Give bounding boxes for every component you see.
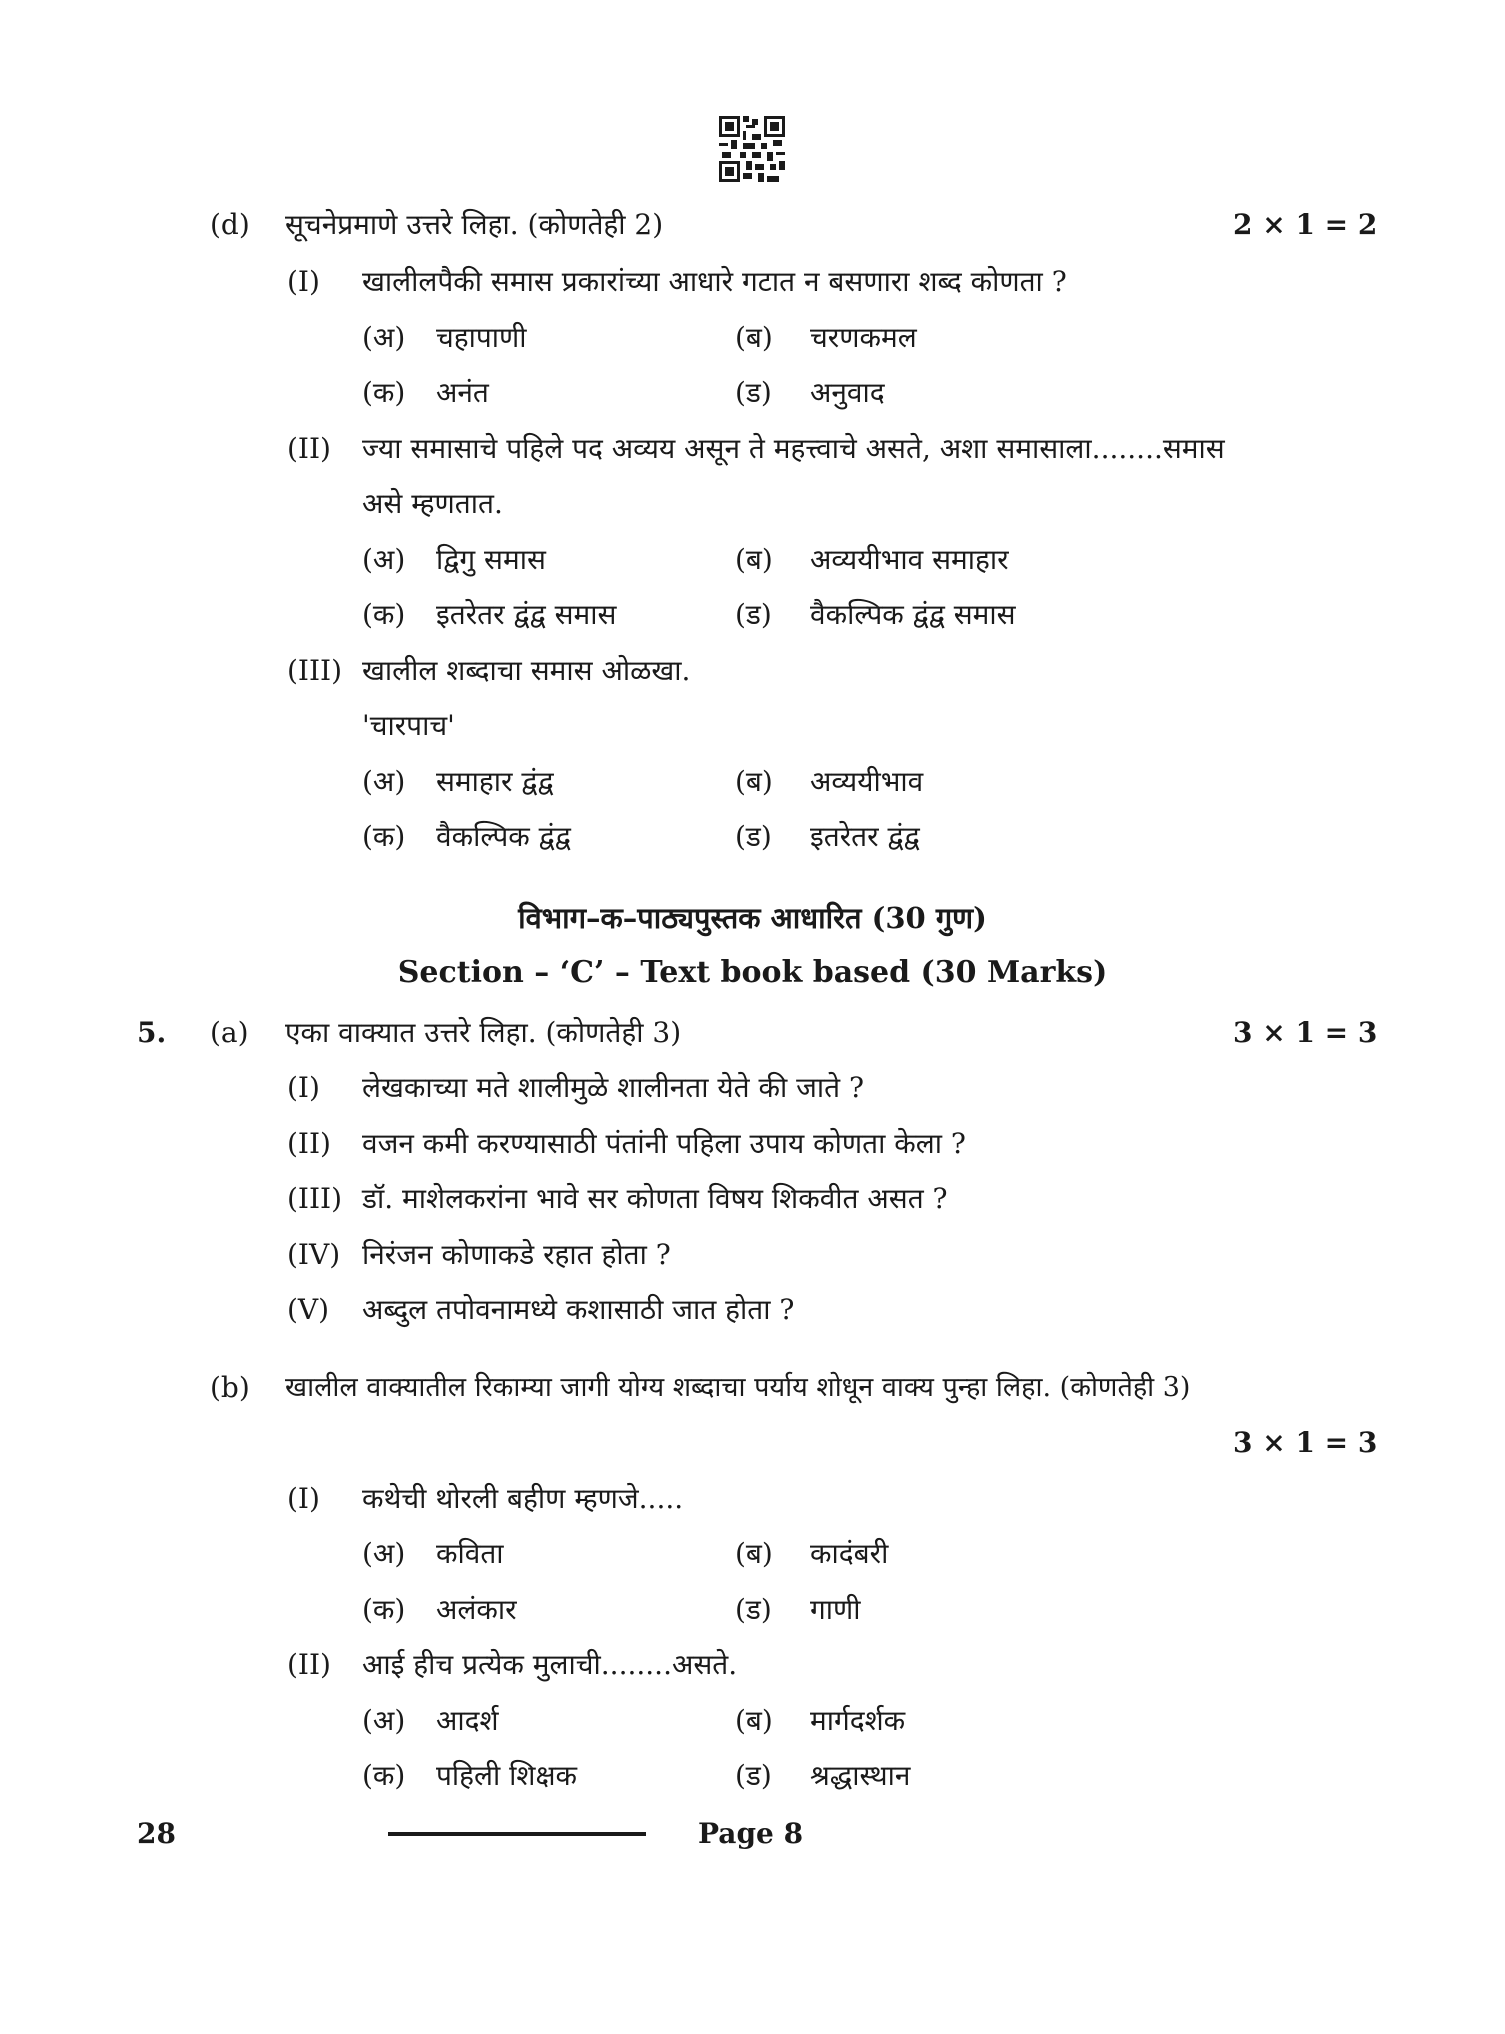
- sub-question-number: (I): [287, 265, 320, 298]
- sub-question-number: (III): [287, 1182, 343, 1215]
- option-text: अलंकार: [436, 1593, 517, 1626]
- qr-code-icon: [719, 116, 785, 182]
- option-text: मार्गदर्शक: [810, 1704, 906, 1737]
- option-key: (ब): [735, 321, 773, 354]
- page-number: Page 8: [698, 1817, 804, 1850]
- option-key: (ब): [735, 765, 773, 798]
- option-key: (अ): [362, 1704, 406, 1737]
- option-text: द्विगु समास: [436, 543, 546, 576]
- option-text: गाणी: [810, 1593, 861, 1626]
- sub-question-text: कथेची थोरली बहीण म्हणजे.....: [362, 1482, 684, 1515]
- sub-question-text: निरंजन कोणाकडे रहात होता ?: [362, 1238, 671, 1271]
- option-text: इतरेतर द्वंद्व: [810, 820, 920, 853]
- option-key: (ड): [735, 1759, 772, 1792]
- sub-question-number: (IV): [287, 1238, 341, 1271]
- option-key: (ब): [735, 543, 773, 576]
- option-key: (क): [362, 598, 406, 631]
- option-key: (अ): [362, 765, 406, 798]
- question-number: 5.: [137, 1016, 167, 1049]
- option-text: अव्ययीभाव समाहार: [810, 543, 1009, 576]
- quoted-word: 'चारपाच': [362, 709, 455, 742]
- paper-code: 28: [137, 1817, 176, 1850]
- sub-question-text: खालील शब्दाचा समास ओळखा.: [362, 654, 691, 687]
- option-key: (ब): [735, 1704, 773, 1737]
- marks-allocation: 2 × 1 = 2: [1233, 208, 1378, 241]
- option-text: आदर्श: [436, 1704, 499, 1737]
- option-text: कविता: [436, 1537, 504, 1570]
- option-key: (क): [362, 1759, 406, 1792]
- sub-question-number: (V): [287, 1293, 330, 1326]
- footer-divider: [388, 1832, 646, 1836]
- section-heading-english: Section – ‘C’ – Text book based (30 Marks): [397, 955, 1108, 990]
- option-text: वैकल्पिक द्वंद्व: [436, 820, 571, 853]
- sub-question-number: (III): [287, 654, 343, 687]
- sub-question-text: अब्दुल तपोवनामध्ये कशासाठी जात होता ?: [362, 1293, 795, 1326]
- option-key: (अ): [362, 321, 406, 354]
- option-text: वैकल्पिक द्वंद्व समास: [810, 598, 1016, 631]
- section-heading-marathi: विभाग–क–पाठ्यपुस्तक आधारित (30 गुण): [518, 901, 987, 935]
- option-key: (ड): [735, 1593, 772, 1626]
- question-instruction: सूचनेप्रमाणे उत्तरे लिहा. (कोणतेही 2): [285, 208, 664, 241]
- option-text: पहिली शिक्षक: [436, 1759, 578, 1792]
- question-label: (a): [210, 1016, 249, 1049]
- sub-question-number: (II): [287, 1648, 331, 1681]
- option-text: समाहार द्वंद्व: [436, 765, 554, 798]
- option-text: चहापाणी: [436, 321, 527, 354]
- sub-question-number: (II): [287, 432, 331, 465]
- option-key: (अ): [362, 1537, 406, 1570]
- option-key: (ड): [735, 820, 772, 853]
- option-text: इतरेतर द्वंद्व समास: [436, 598, 617, 631]
- option-key: (ब): [735, 1537, 773, 1570]
- option-key: (अ): [362, 543, 406, 576]
- sub-question-text: ज्या समासाचे पहिले पद अव्यय असून ते महत्त्वाचे असते, अशा समासाला........समास: [362, 432, 1225, 465]
- question-label: (d): [210, 208, 250, 241]
- question-instruction: एका वाक्यात उत्तरे लिहा. (कोणतेही 3): [285, 1016, 682, 1049]
- option-text: कादंबरी: [810, 1537, 889, 1570]
- option-text: श्रद्धास्थान: [810, 1759, 911, 1792]
- option-text: अनंत: [436, 376, 489, 409]
- marks-allocation: 3 × 1 = 3: [1233, 1016, 1378, 1049]
- sub-question-text: वजन कमी करण्यासाठी पंतांनी पहिला उपाय कोणता केला ?: [362, 1127, 966, 1160]
- sub-question-text: लेखकाच्या मते शालीमुळे शालीनता येते की जाते ?: [362, 1071, 865, 1104]
- question-label: (b): [210, 1371, 250, 1404]
- sub-question-text-continued: असे म्हणतात.: [362, 487, 503, 520]
- sub-question-number: (II): [287, 1127, 331, 1160]
- sub-question-text: खालीलपैकी समास प्रकारांच्या आधारे गटात न बसणारा शब्द कोणता ?: [362, 265, 1067, 298]
- sub-question-number: (I): [287, 1482, 320, 1515]
- option-key: (क): [362, 820, 406, 853]
- option-text: अनुवाद: [810, 376, 885, 409]
- sub-question-text: आई हीच प्रत्येक मुलाची........असते.: [362, 1648, 738, 1681]
- marks-allocation: 3 × 1 = 3: [1233, 1426, 1378, 1459]
- option-key: (ड): [735, 376, 772, 409]
- option-key: (क): [362, 1593, 406, 1626]
- question-instruction: खालील वाक्यातील रिकाम्या जागी योग्य शब्दाचा पर्याय शोधून वाक्य पुन्हा लिहा. (कोणतेही 3): [285, 1372, 1191, 1403]
- option-text: अव्ययीभाव: [810, 765, 924, 798]
- sub-question-text: डॉ. माशेलकरांना भावे सर कोणता विषय शिकवीत असत ?: [362, 1182, 948, 1215]
- sub-question-number: (I): [287, 1071, 320, 1104]
- option-key: (क): [362, 376, 406, 409]
- option-text: चरणकमल: [810, 321, 917, 354]
- option-key: (ड): [735, 598, 772, 631]
